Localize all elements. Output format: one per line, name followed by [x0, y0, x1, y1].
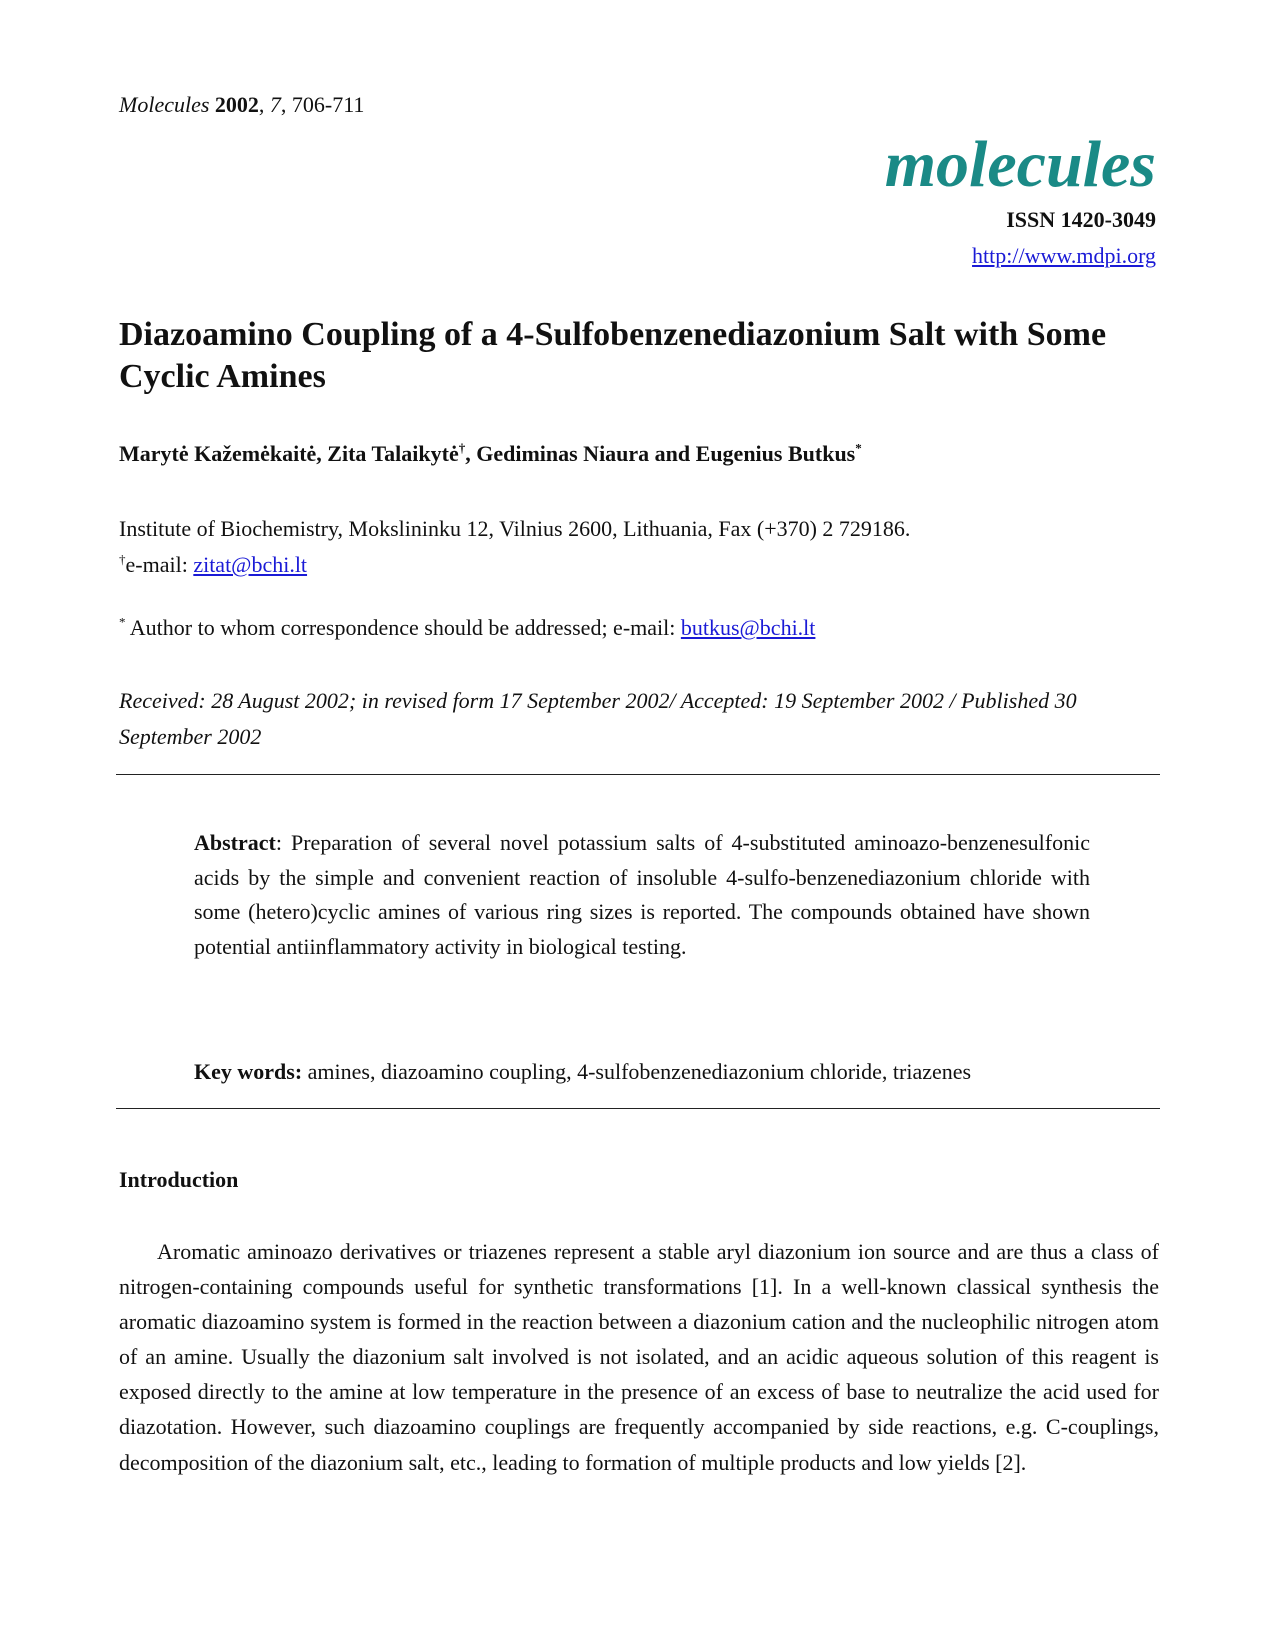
- journal-year: 2002: [214, 92, 259, 117]
- corr-text: Author to whom correspondence should be addressed; e-mail:: [125, 615, 681, 640]
- dagger-mark-email: †: [119, 551, 126, 567]
- introduction-heading: Introduction: [119, 1167, 239, 1192]
- keywords-text: amines, diazoamino coupling, 4-sulfobenzenediazonium chloride, triazenes: [302, 1059, 972, 1084]
- corr-email-link[interactable]: butkus@bchi.lt: [680, 615, 816, 640]
- dagger-email-line: [119, 547, 910, 583]
- journal-volume: 7: [269, 92, 281, 117]
- publication-dates: Received: 28 August 2002; in revised form 17 September 2002/ Accepted: 19 September 2002 / Published 30 September 2002: [119, 688, 1077, 749]
- authors-part-2: , Gediminas Niaura and Eugenius Butkus: [465, 441, 856, 466]
- corr-mark: *: [119, 614, 126, 630]
- affiliation-block: [119, 511, 910, 583]
- dagger-email-link[interactable]: zitat@bchi.lt: [193, 552, 308, 577]
- abstract: [194, 826, 1090, 964]
- divider-bottom: [116, 1108, 1160, 1109]
- abstract-label: Abstract: [194, 830, 276, 855]
- abstract-text: : Preparation of several novel potassium salts of 4-substituted aminoazo-benzenesulfonic acids by the simple and convenient reaction of insoluble 4-sulfo-benzenediazonium chloride with some (hetero)cyclic amines of various ring sizes is reported. The compounds obtained have shown potential antiinflammatory activity in biological testing.: [194, 830, 1090, 959]
- introduction-paragraph: Aromatic aminoazo derivatives or triazenes represent a stable aryl diazonium ion source and are thus a class of nitrogen-containing compounds useful for synthetic transformations [1]. In a well-known classical synthesis the aromatic diazoamino system is formed in the reaction between a diazonium cation and the nucleophilic nitrogen atom of an amine. Usually the diazonium salt involved is not isolated, and an acidic aqueous solution of this reagent is exposed directly to the amine at low temperature in the presence of an excess of base to neutralize the acid used for diazotation. However, such diazoamino couplings are frequently accompanied by side reactions, e.g. C-couplings, decomposition of the diazonium salt, etc., leading to formation of multiple products and low yields [2].: [119, 1239, 1159, 1475]
- dagger-mark: †: [458, 440, 466, 456]
- journal-citation: Molecules 2002, 7, 706-711: [119, 92, 365, 117]
- authors-part-1: Marytė Kažemėkaitė, Zita Talaikytė: [119, 441, 459, 466]
- keywords: [194, 1058, 971, 1086]
- keywords-label: Key words:: [194, 1059, 303, 1084]
- dagger-email-label: e-mail:: [125, 552, 194, 577]
- star-mark: *: [855, 440, 862, 456]
- affiliation: Institute of Biochemistry, Mokslininku 12, Vilnius 2600, Lithuania, Fax (+370) 2 729186.: [119, 516, 911, 541]
- correspondence-line: [119, 614, 815, 642]
- author-list: [119, 440, 862, 468]
- journal-logo: molecules: [884, 128, 1156, 201]
- article-title: Diazoamino Coupling of a 4-Sulfobenzenediazonium Salt with Some Cyclic Amines: [119, 316, 1107, 395]
- journal-name: Molecules: [119, 92, 210, 117]
- issn: ISSN 1420-3049: [1006, 207, 1156, 232]
- divider-top: [116, 774, 1160, 775]
- journal-pages: , 706-711: [280, 92, 365, 117]
- journal-url-link[interactable]: http://www.mdpi.org: [972, 243, 1156, 268]
